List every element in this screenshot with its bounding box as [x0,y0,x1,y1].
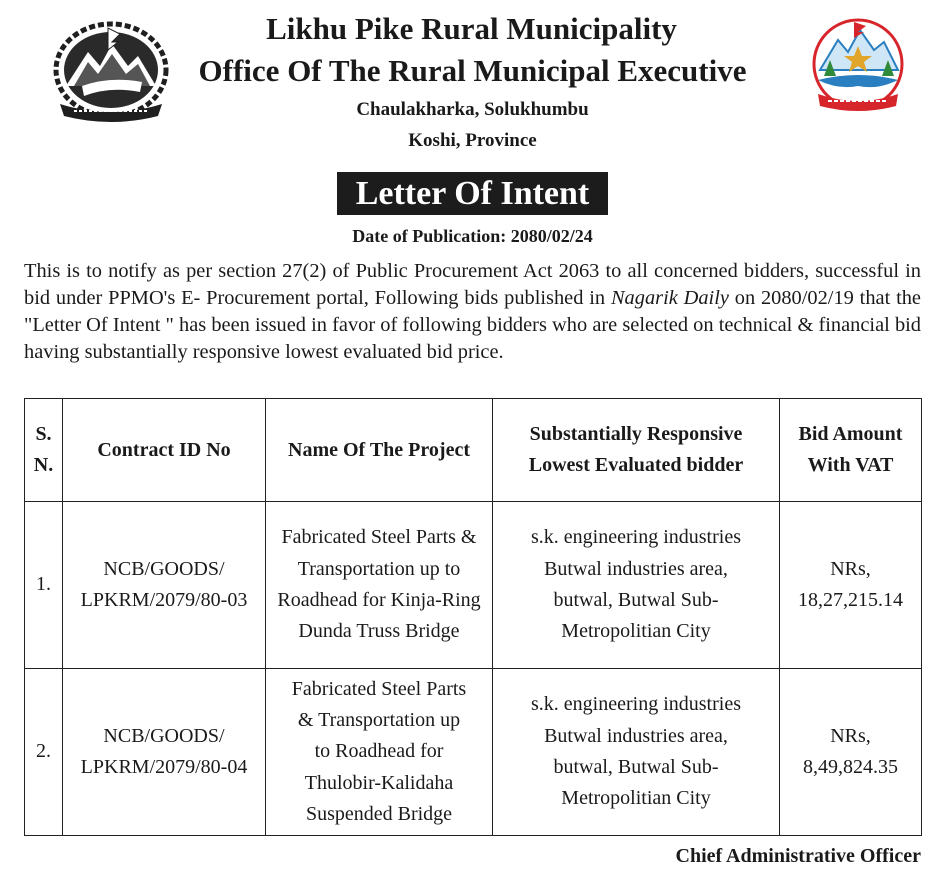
address-line-1: Chaulakharka, Solukhumbu [356,99,589,120]
table-header-row [25,399,922,502]
table-row [25,502,922,669]
office-name: Office Of The Rural Municipal Executive [198,53,747,88]
cell-project: Fabricated Steel Parts & Transportation up to Roadhead for Thulobir-Kalidaha Suspended Bridge [266,669,493,836]
cell-sn: 1. [25,502,63,669]
municipality-name: Likhu Pike Rural Municipality [266,11,677,46]
header-sn: S. N. [25,399,63,502]
cell-amount: NRs, 18,27,215.14 [780,502,922,669]
publication-date: Date of Publication: 2080/02/24 [352,226,593,246]
cell-bidder: s.k. engineering industries Butwal industries area, butwal, Butwal Sub-Metropolitian City [493,502,780,669]
cell-amount: NRs, 8,49,824.35 [780,669,922,836]
newspaper-name: Nagarik Daily [610,287,729,309]
notice-title: Letter Of Intent [337,172,609,215]
signatory: Chief Administrative Officer [675,845,921,867]
letterhead [0,10,945,153]
bids-table [24,398,922,836]
header-amount: Bid Amount With VAT [780,399,922,502]
cell-project: Fabricated Steel Parts & Transportation up to Roadhead for Kinja-Ring Dunda Truss Bridge [266,502,493,669]
header-contract-id: Contract ID No [63,399,266,502]
cell-bidder: s.k. engineering industries Butwal industries area, butwal, Butwal Sub-Metropolitian City [493,669,780,836]
address-line-2: Koshi, Province [408,130,537,151]
header-project: Name Of The Project [266,399,493,502]
table-row [25,669,922,836]
cell-sn: 2. [25,669,63,836]
notice-body-part-1: This is to notify as per section 27(2) of Public Procurement Act 2063 to all concerned bidders, successful in bid under PPMO's E- Procurement portal, Following bids published in [24,260,921,309]
notice-title-wrap [0,172,945,215]
cell-contract-id: NCB/GOODS/ LPKRM/2079/80-04 [63,669,266,836]
header-bidder: Substantially Responsive Lowest Evaluated bidder [493,399,780,502]
notice-body-part-2: on 2080/02/19 that the "Letter Of Intent " has been issued in favor of following bidders who are selected on technical & financial bid having substantially responsive lowest evaluated bid price. [24,287,921,363]
cell-contract-id: NCB/GOODS/ LPKRM/2079/80-03 [63,502,266,669]
notice-body [24,258,921,366]
